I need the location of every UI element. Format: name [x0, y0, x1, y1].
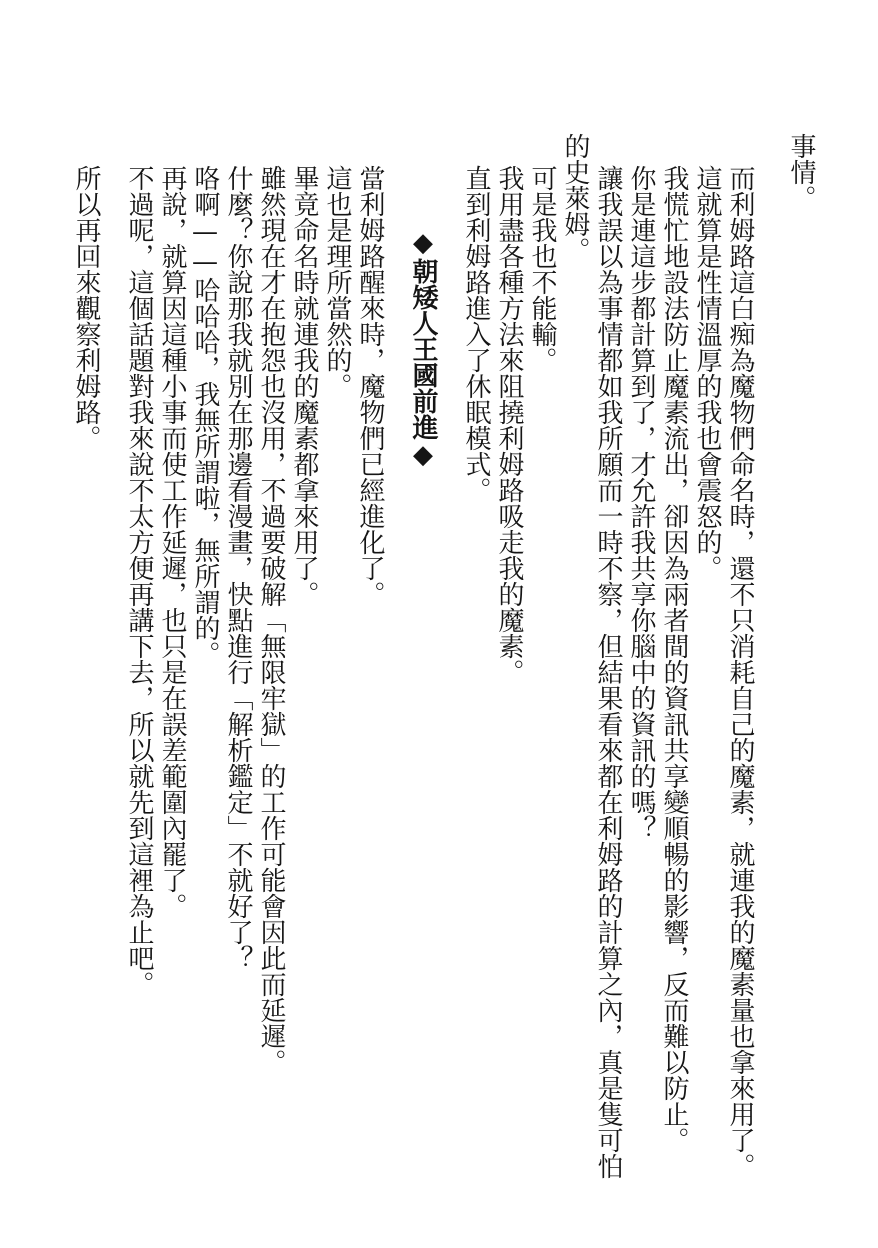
text-line-1: 事情。	[786, 133, 816, 211]
text-line-21: 再說，就算因這種小事而使工作延遲，也只是在誤差範圍內罷了。	[157, 165, 187, 919]
text-line-9: 可是我也不能輸。	[527, 165, 557, 373]
text-line-15: 當利姆路醒來時，魔物們已經進化了。	[355, 165, 385, 607]
text-line-18: 雖然現在才在抱怨也沒用，不過要破解「無限牢獄」的工作可能會因此而延遲。	[256, 165, 286, 1075]
text-line-8: 的史萊姆。	[560, 133, 590, 263]
text-line-16: 這也是理所當然的。	[322, 165, 352, 399]
text-line-7: 讓我誤以為事情都如我所願而一時不察，但結果看來都在利姆路的計算之內，真是隻可怕	[593, 165, 623, 1179]
text-line-11: 直到利姆路進入了休眠模式。	[461, 165, 491, 503]
text-line-4: 這就算是性情溫厚的我也會震怒的。	[692, 165, 722, 581]
text-line-6: 你是連這步都計算到了，才允許我共享你腦中的資訊的嗎？	[626, 165, 656, 841]
text-line-19: 什麼？你說那我就別在那邊看漫畫，快點進行「解析鑑定」不就好了？	[223, 165, 253, 971]
text-line-17: 畢竟命名時就連我的魔素都拿來用了。	[289, 165, 319, 607]
text-line-22: 不過呢，這個話題對我來說不太方便再講下去，所以就先到這裡為止吧。	[124, 165, 154, 997]
text-line-20: 咯啊——哈哈哈，我無所謂啦，無所謂的。	[190, 165, 220, 667]
text-line-23: 所以再回來觀察利姆路。	[71, 165, 101, 451]
text-line-5: 我慌忙地設法防止魔素流出，卻因為兩者間的資訊共享變順暢的影響，反而難以防止。	[659, 165, 689, 1153]
section-heading: ◆朝矮人王國前進◆	[408, 228, 438, 470]
text-line-3: 而利姆路這白痴為魔物們命名時，還不只消耗自己的魔素，就連我的魔素量也拿來用了。	[725, 165, 755, 1179]
text-line-10: 我用盡各種方法來阻撓利姆路吸走我的魔素。	[494, 165, 524, 685]
